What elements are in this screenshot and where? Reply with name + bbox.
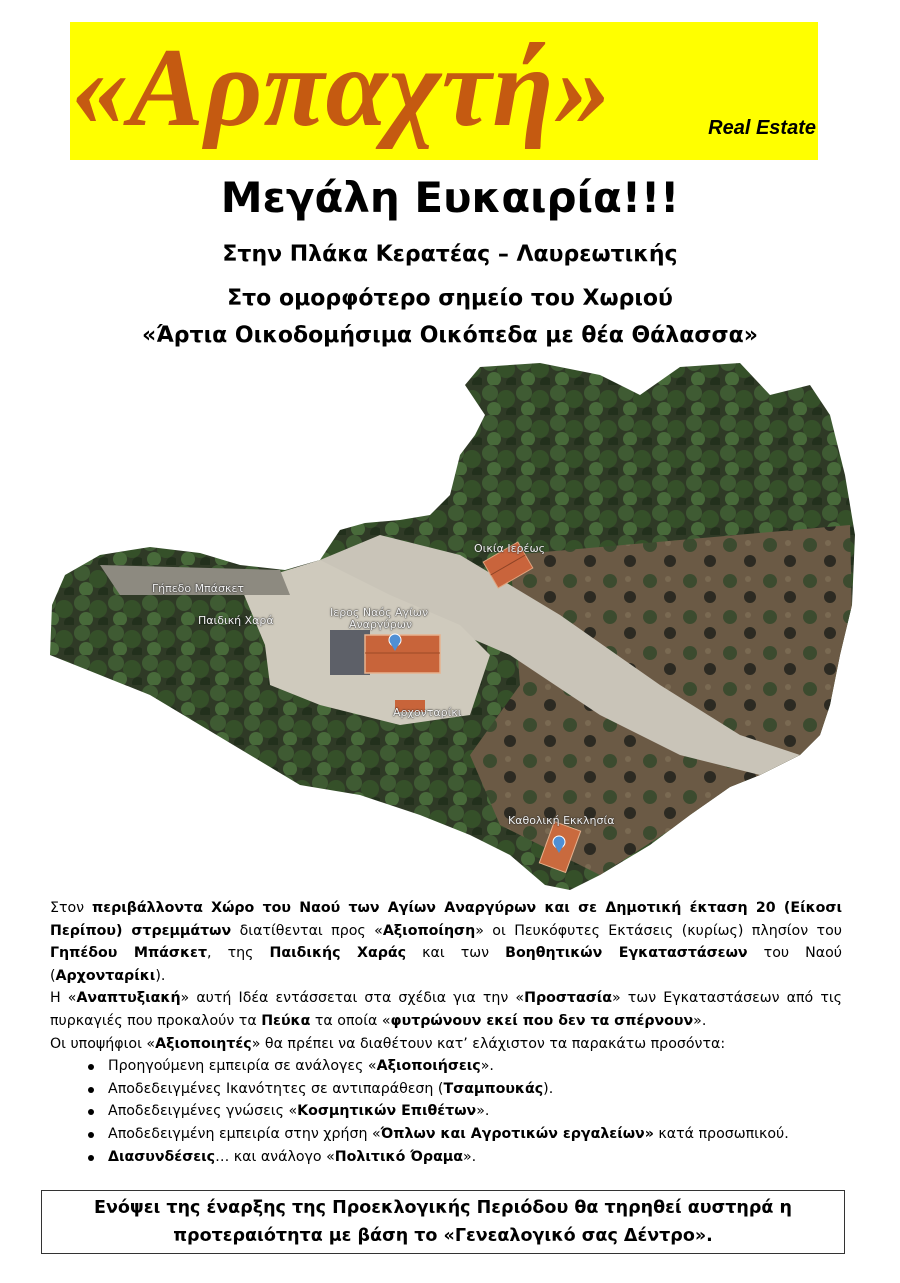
text-span: ). (155, 967, 166, 984)
map-label-playground: Παιδική Χαρά (198, 614, 274, 627)
bold-span: Αναπτυξιακή (76, 990, 181, 1007)
text-span: κατά προσωπικού. (653, 1125, 789, 1142)
bold-span: Αξιοποιήσεις (376, 1058, 481, 1075)
list-item (50, 1078, 842, 1101)
list-item (50, 1055, 842, 1078)
bold-span: Όπλων και Αγροτικών εργαλείων» (380, 1125, 654, 1142)
bold-span: Παιδικής Χαράς (269, 945, 407, 962)
bold-span: Κοσμητικών Επιθέτων (297, 1103, 477, 1120)
bullet-icon (88, 1087, 94, 1093)
satellite-image (40, 355, 860, 890)
text-span: , της (207, 945, 270, 962)
bold-span: Πεύκα (261, 1012, 311, 1029)
qualifications-list (50, 1055, 842, 1168)
map-label-church-name-2: Αναργύρων (349, 618, 413, 631)
text-span: » των Εγκαταστάσεων από τις πυρκαγιές που προκαλούν τα (50, 990, 843, 1029)
text-span: Οι υποψήφιοι « (50, 1035, 156, 1052)
text-span: διατίθενται προς « (231, 922, 383, 939)
list-item (50, 1146, 842, 1169)
bold-span: φυτρώνουν εκεί που δεν τα σπέρνουν (390, 1012, 694, 1029)
satellite-map (40, 355, 860, 890)
text-span: » αυτή Ιδέα εντάσσεται στα σχέδια για την « (180, 990, 525, 1007)
subheading-spot: Στο ομορφότερο σημείο του Χωριού (227, 286, 673, 311)
brand-banner (70, 22, 818, 160)
bold-span: Αξιοποίηση (382, 922, 476, 939)
text-span: ». (693, 1012, 707, 1029)
bullet-icon (88, 1109, 94, 1115)
bold-span: Πολιτικό Όραμα (334, 1148, 463, 1165)
paragraph-3 (50, 1033, 842, 1056)
map-label-priest-house: Οικία Ιερέως (474, 542, 546, 555)
paragraph-1 (50, 897, 842, 987)
notice-box (41, 1190, 845, 1254)
bold-span: Προστασία (524, 990, 613, 1007)
bold-span: Βοηθητικών Εγκαταστάσεων (505, 945, 748, 962)
body-text (50, 897, 842, 1168)
bold-span: περιβάλλοντα Χώρο του Ναού των Αγίων Αναργύρων και σε Δημοτική έκταση 20 (Είκοσι Περίπου) στρεμμάτων (50, 900, 842, 939)
text-span: Αποδεδειγμένες γνώσεις « (108, 1103, 298, 1120)
text-span: ). (543, 1080, 554, 1097)
text-span: Η « (50, 990, 77, 1007)
paragraph-2 (50, 987, 842, 1032)
bold-span: Τσαμπουκάς (443, 1080, 544, 1097)
list-item (50, 1123, 842, 1146)
subheading-plots: «Άρτια Οικοδομήσιμα Οικόπεδα με θέα Θάλασσα» (142, 323, 758, 348)
map-label-basketball-court: Γήπεδο Μπάσκετ (152, 582, 245, 595)
bullet-icon (88, 1155, 94, 1161)
list-item (50, 1100, 842, 1123)
subheading-location: Στην Πλάκα Κερατέας – Λαυρεωτικής (222, 242, 678, 267)
brand-title: «Αρπαχτή» (72, 26, 612, 150)
bold-span: Διασυνδέσεις (108, 1148, 216, 1165)
text-span: ». (480, 1058, 494, 1075)
map-label-church-name: Ιερος Ναός Αγίων (330, 606, 429, 619)
text-span: » οι Πευκόφυτες Εκτάσεις (κυρίως) πλησίον του (475, 922, 842, 939)
text-span: ». (476, 1103, 490, 1120)
headline: Μεγάλη Ευκαιρία!!! (220, 173, 680, 222)
bold-span: Αρχονταρίκι (55, 967, 156, 984)
text-span: » θα πρέπει να διαθέτουν κατ’ ελάχιστον τα παρακάτω προσόντα: (251, 1035, 726, 1052)
notice-line-2: προτεραιότητα με βάση το «Γενεαλογικό σας Δέντρο». (173, 1226, 713, 1246)
text-span: ». (463, 1148, 477, 1165)
text-span: τα οποία « (310, 1012, 391, 1029)
brand-subtitle: Real Estate (708, 117, 816, 139)
map-label-archontariki: Αρχονταρίκι (393, 706, 462, 719)
text-span: … και ανάλογο « (215, 1148, 335, 1165)
text-span: Αποδεδειγμένη εμπειρία στην χρήση « (108, 1125, 381, 1142)
bullet-icon (88, 1064, 94, 1070)
text-span: του Ναού ( (50, 945, 843, 984)
notice-line-1: Ενόψει της έναρξης της Προεκλογικής Περιόδου θα τηρηθεί αυστηρά η (93, 1198, 792, 1218)
bold-span: Αξιοποιητές (155, 1035, 252, 1052)
bullet-icon (88, 1132, 94, 1138)
text-span: και των (406, 945, 506, 962)
bold-span: Γηπέδου Μπάσκετ (50, 945, 208, 962)
map-label-catholic-church: Καθολική Εκκλησία (508, 814, 615, 827)
text-span: Στον (50, 900, 92, 916)
text-span: Αποδεδειγμένες Ικανότητες σε αντιπαράθεση ( (108, 1080, 444, 1097)
text-span: Προηγούμενη εμπειρία σε ανάλογες « (108, 1058, 377, 1075)
